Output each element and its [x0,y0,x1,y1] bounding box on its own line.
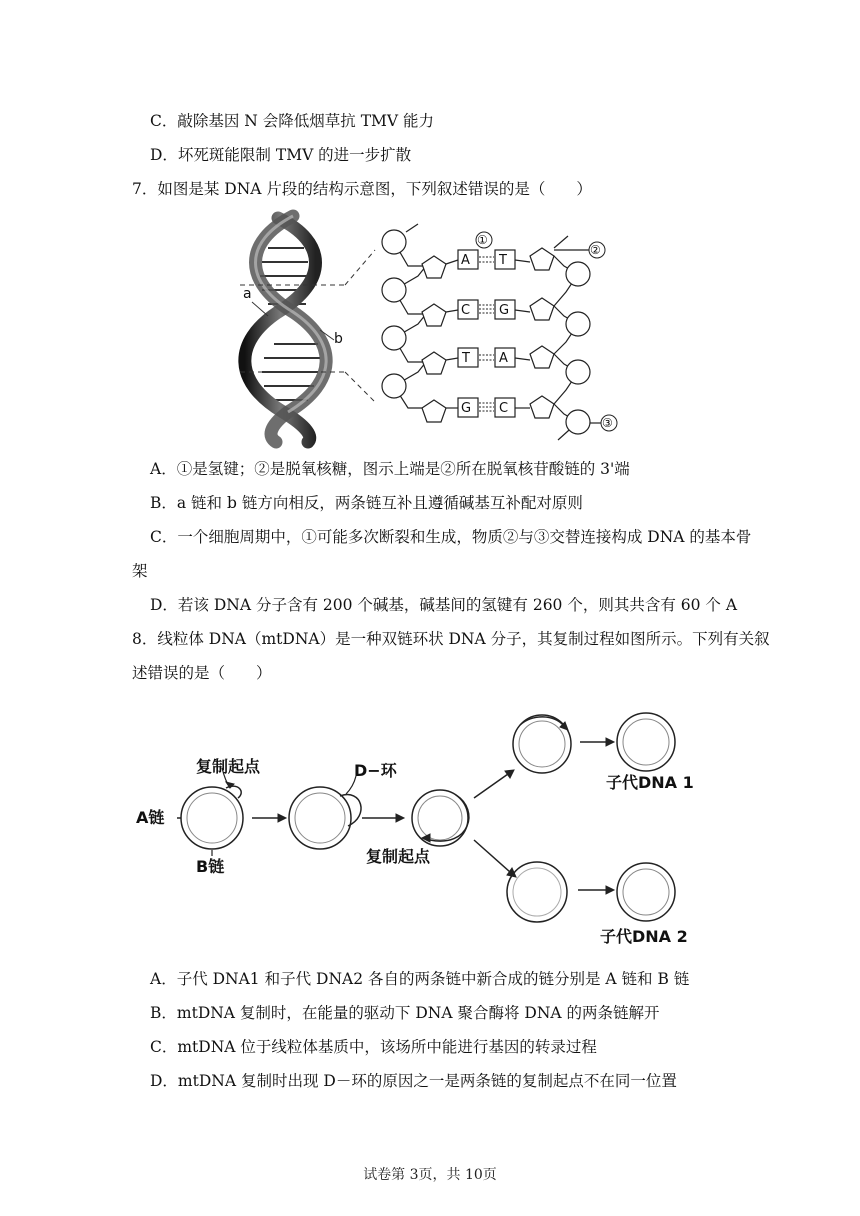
q8-option-d: D．mtDNA 复制时出现 D－环的原因之一是两条链的复制起点不在同一位置 [150,1072,677,1090]
left-deoxyribose [422,304,446,326]
right-phosphate [566,360,590,384]
base-pair-4-left: G [461,401,472,416]
left-phosphate [382,230,406,254]
q7-option-c-line2: 架 [132,562,148,580]
q7-option-c-line1: C．一个细胞周期中，①可能多次断裂和生成，物质②与③交替连接构成 DNA 的基本骨 [150,528,752,546]
mtdna-circle-bottom [507,862,567,922]
child-dna-2-label: 子代DNA 2 [600,927,688,946]
q7-option-b: B．a 链和 b 链方向相反，两条链互补且遵循碱基互补配对原则 [150,494,583,512]
right-phosphate [566,312,590,336]
q8-option-b: B．mtDNA 复制时，在能量的驱动下 DNA 聚合酶将 DNA 的两条链解开 [150,1004,660,1022]
a-chain-label: A链 [136,808,165,827]
base-pair-1-left: A [461,253,470,268]
q7-stem: 7．如图是某 DNA 片段的结构示意图，下列叙述错误的是（ ） [132,180,592,198]
mtdna-circle-1 [181,787,243,849]
right-phosphate [566,410,590,434]
base-pair-2-right: G [499,303,510,318]
left-phosphate [382,278,406,302]
base-pair-3-left: T [462,351,470,366]
base-pair-4-right: C [499,401,509,416]
circled-label-3: ③ [602,416,613,430]
q6-option-d: D．坏死斑能限制 TMV 的进一步扩散 [150,146,412,164]
q8-stem-line1: 8．线粒体 DNA（mtDNA）是一种双链环状 DNA 分子，其复制过程如图所示。下列有关叙 [132,630,770,648]
q6-option-c: C．敲除基因 N 会降低烟草抗 TMV 能力 [150,112,435,130]
right-deoxyribose [530,248,554,270]
right-deoxyribose [530,298,554,320]
helix-label-b: b [334,331,343,347]
circled-label-1: ① [477,233,488,247]
d-loop-label: D−环 [354,761,397,780]
left-phosphate [382,374,406,398]
b-chain-label: B链 [196,857,225,876]
page-footer: 试卷第 3页，共 10页 [363,1167,497,1183]
base-pair-2-left: C [461,303,471,318]
left-deoxyribose [422,256,446,278]
child-dna-2-circle [617,863,675,921]
circled-label-2: ② [590,243,601,257]
right-phosphate [566,262,590,286]
origin-label-1: 复制起点 [196,757,261,776]
zoom-connector-lines [240,230,380,410]
q8-option-a: A．子代 DNA1 和子代 DNA2 各自的两条链中新合成的链分别是 A 链和 B 链 [150,970,690,988]
q8-option-c: C．mtDNA 位于线粒体基质中，该场所中能进行基因的转录过程 [150,1038,597,1056]
q7-option-d: D．若该 DNA 分子含有 200 个碱基，碱基间的氢键有 260 个，则其共含有 60 个 A [150,596,738,614]
child-dna-1-circle [617,713,675,771]
child-dna-1-label: 子代DNA 1 [606,773,694,792]
right-deoxyribose [530,346,554,368]
left-phosphate [382,326,406,350]
right-deoxyribose [530,396,554,418]
base-pair-1-right: T [499,253,507,268]
base-pair-3-right: A [499,351,508,366]
q8-stem-line2: 述错误的是（ ） [132,664,272,682]
mtdna-circle-2 [289,787,351,849]
q7-option-a: A．①是氢键；②是脱氧核糖，图示上端是②所在脱氧核苷酸链的 3'端 [150,460,630,478]
helix-label-a: a [243,286,252,302]
left-deoxyribose [422,352,446,374]
origin-label-2: 复制起点 [366,847,431,866]
mtdna-replication-diagram [130,700,730,960]
left-deoxyribose [422,400,446,422]
